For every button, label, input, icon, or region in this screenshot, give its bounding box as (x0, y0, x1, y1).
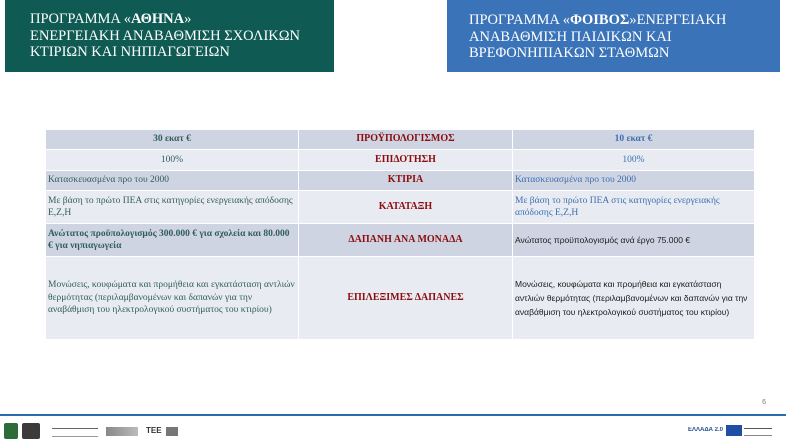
header-athina-line3: ΚΤΙΡΙΩΝ ΚΑΙ ΝΗΠΙΑΓΩΓΕΙΩΝ (30, 44, 230, 60)
header-athina (5, 0, 334, 72)
secondary-seal-logo (166, 427, 178, 436)
row-subsidy (46, 150, 755, 171)
comparison-table (45, 129, 755, 340)
header-foivos-line3: ΒΡΕΦΟΝΗΠΙΑΚΩΝ ΣΤΑΘΜΩΝ (469, 45, 670, 61)
athina-subsidy: 100% (46, 150, 299, 171)
eu-flag-logo (726, 425, 742, 436)
tee-logo: ΤΕΕ (146, 426, 162, 435)
athina-budget: 30 εκατ € (46, 130, 299, 150)
page-number: 6 (762, 399, 766, 406)
row-buildings (46, 171, 755, 191)
header-foivos (447, 0, 780, 72)
header-athina-line2: ΕΝΕΡΓΕΙΑΚΗ ΑΝΑΒΑΘΜΙΣΗ ΣΧΟΛΙΚΩΝ (30, 27, 300, 44)
stamp-logo (106, 427, 138, 436)
foivos-eligible-costs: Μονώσεις, κουφώματα και προμήθεια και εγκατάσταση αντλιών θερμότητας (περιλαμβανομένων και δαπανών για την αναβάθμιση του ηλεκτρολογικού συστήματος του κτιρίου) (513, 257, 755, 340)
foivos-classification: Με βάση το πρώτο ΠΕΑ στις κατηγορίες ενεργειακής απόδοσης Ε,Ζ,Η (513, 191, 755, 224)
foivos-buildings: Κατασκευασμένα προ του 2000 (513, 171, 755, 191)
athina-classification: Με βάση το πρώτο ΠΕΑ στις κατηγορίες ενεργειακής απόδοσης Ε,Ζ,Η (46, 191, 299, 224)
athina-eligible-costs: Μονώσεις, κουφώματα και προμήθεια και εγκατάσταση αντλιών θερμότητας (περιλαμβανομένων και δαπανών για την αναβάθμιση του ηλεκτρολογικού συστήματος του κτιρίου) (46, 257, 299, 340)
label-buildings: ΚΤΙΡΙΑ (299, 171, 513, 191)
ministry-logo (52, 428, 98, 437)
row-unit-cost (46, 224, 755, 257)
athina-unit-cost: Ανώτατος προϋπολογισμός 300.000 € για σχολεία και 80.000 € για νηπιαγωγεία (46, 224, 299, 257)
foivos-unit-cost: Ανώτατος προϋπολογισμός ανά έργο 75.000 € (513, 224, 755, 257)
label-unit-cost: ΔΑΠΑΝΗ ΑΝΑ ΜΟΝΑΔΑ (299, 224, 513, 257)
row-classification (46, 191, 755, 224)
ellada-logo: ΕΛΛΑΔΑ 2.0 (688, 427, 723, 433)
green-seal-logo (4, 423, 18, 439)
header-foivos-line2: ΑΝΑΒΑΘΜΙΣΗ ΠΑΙΔΙΚΩΝ ΚΑΙ (469, 28, 672, 45)
label-budget: ΠΡΟΫΠΟΛΟΓΙΣΜΟΣ (299, 130, 513, 150)
header-foivos-line1: ΠΡΟΓΡΑΜΜΑ «ΦΟΙΒΟΣ»ΕΝΕΡΓΕΙΑΚΗ (469, 12, 727, 28)
row-budget (46, 130, 755, 150)
label-eligible-costs: ΕΠΙΛΕΞΙΜΕΣ ΔΑΠΑΝΕΣ (299, 257, 513, 340)
eu-text-logo (744, 428, 772, 436)
foivos-subsidy: 100% (513, 150, 755, 171)
athina-buildings: Κατασκευασμένα προ του 2000 (46, 171, 299, 191)
label-classification: ΚΑΤΑΤΑΞΗ (299, 191, 513, 224)
footer-divider (0, 414, 786, 416)
dark-crest-logo (22, 423, 40, 439)
label-subsidy: ΕΠΙΔΟΤΗΣΗ (299, 150, 513, 171)
foivos-budget: 10 εκατ € (513, 130, 755, 150)
header-athina-line1: ΠΡΟΓΡΑΜΜΑ «ΑΘΗΝΑ» (30, 11, 192, 27)
row-eligible-costs (46, 257, 755, 340)
